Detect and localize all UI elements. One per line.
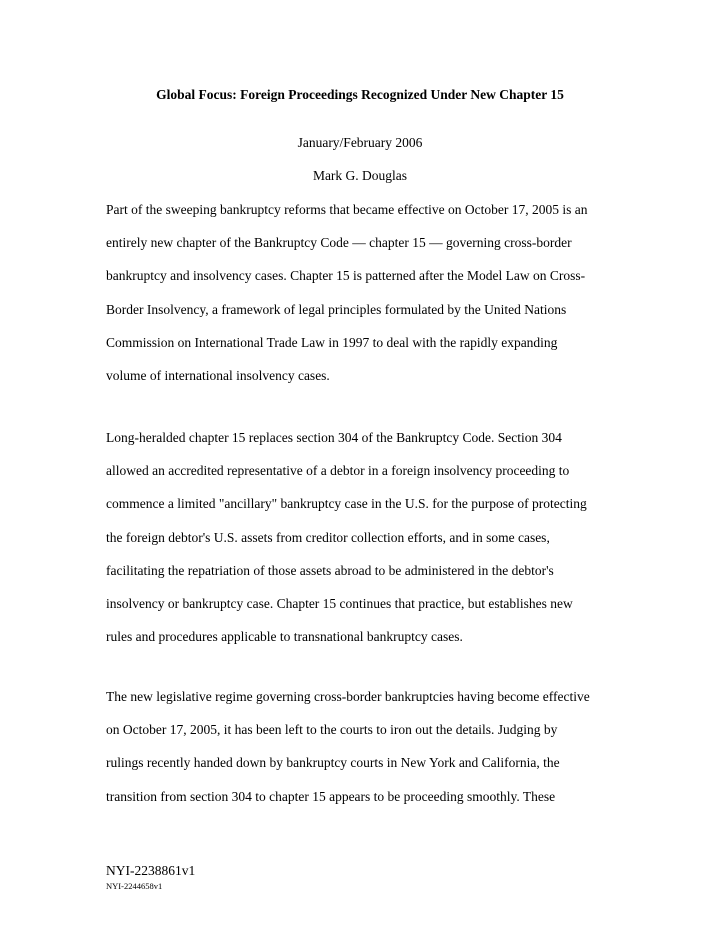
paragraph-line: The new legislative regime governing cross-border bankruptcies having become effective	[106, 689, 590, 704]
paragraph-line: on October 17, 2005, it has been left to the courts to iron out the details. Judging by	[106, 722, 558, 738]
paragraph-line: rulings recently handed down by bankruptcy courts in New York and California, the	[106, 755, 560, 771]
paragraph-line: transition from section 304 to chapter 15 appears to be proceeding smoothly. These	[106, 788, 556, 804]
paragraph-line: Long-heralded chapter 15 replaces section 304 of the Bankruptcy Code. Section 304	[106, 430, 562, 445]
paragraph-line: bankruptcy and insolvency cases. Chapter 15 is patterned after the Model Law on Cross-	[106, 268, 586, 284]
paragraph-line: Commission on International Trade Law in 1997 to deal with the rapidly expanding	[106, 334, 558, 350]
paragraph-line: Part of the sweeping bankruptcy reforms that became effective on October 17, 2005 is an	[106, 202, 588, 217]
paragraph-line: facilitating the repatriation of those assets abroad to be administered in the debtor's	[106, 562, 554, 578]
footer-doc-id: NYI-2238861v1	[106, 863, 196, 878]
paragraph-line: volume of international insolvency cases.	[106, 368, 330, 384]
paragraph-line: insolvency or bankruptcy case. Chapter 15 continues that practice, but establishes new	[106, 596, 573, 612]
author-name: Mark G. Douglas	[312, 168, 408, 183]
paragraph-line: commence a limited "ancillary" bankruptcy case in the U.S. for the purpose of protecting	[106, 496, 587, 512]
paragraph-line: allowed an accredited representative of a debtor in a foreign insolvency proceeding to	[106, 463, 570, 479]
paragraph-1	[106, 193, 646, 392]
publication-date: January/February 2006	[297, 135, 423, 150]
paragraph-2	[106, 421, 646, 653]
document-title: Global Focus: Foreign Proceedings Recognized Under New Chapter 15	[156, 87, 564, 102]
footer-doc-id-small: NYI-2244658v1	[106, 881, 163, 891]
paragraph-line: Border Insolvency, a framework of legal principles formulated by the United Nations	[106, 301, 567, 317]
paragraph-line: the foreign debtor's U.S. assets from creditor collection efforts, and in some cases,	[106, 529, 550, 545]
paragraph-line: rules and procedures applicable to transnational bankruptcy cases.	[106, 629, 463, 645]
paragraph-3	[106, 680, 646, 813]
paragraph-line: entirely new chapter of the Bankruptcy Code — chapter 15 — governing cross-border	[106, 235, 572, 251]
